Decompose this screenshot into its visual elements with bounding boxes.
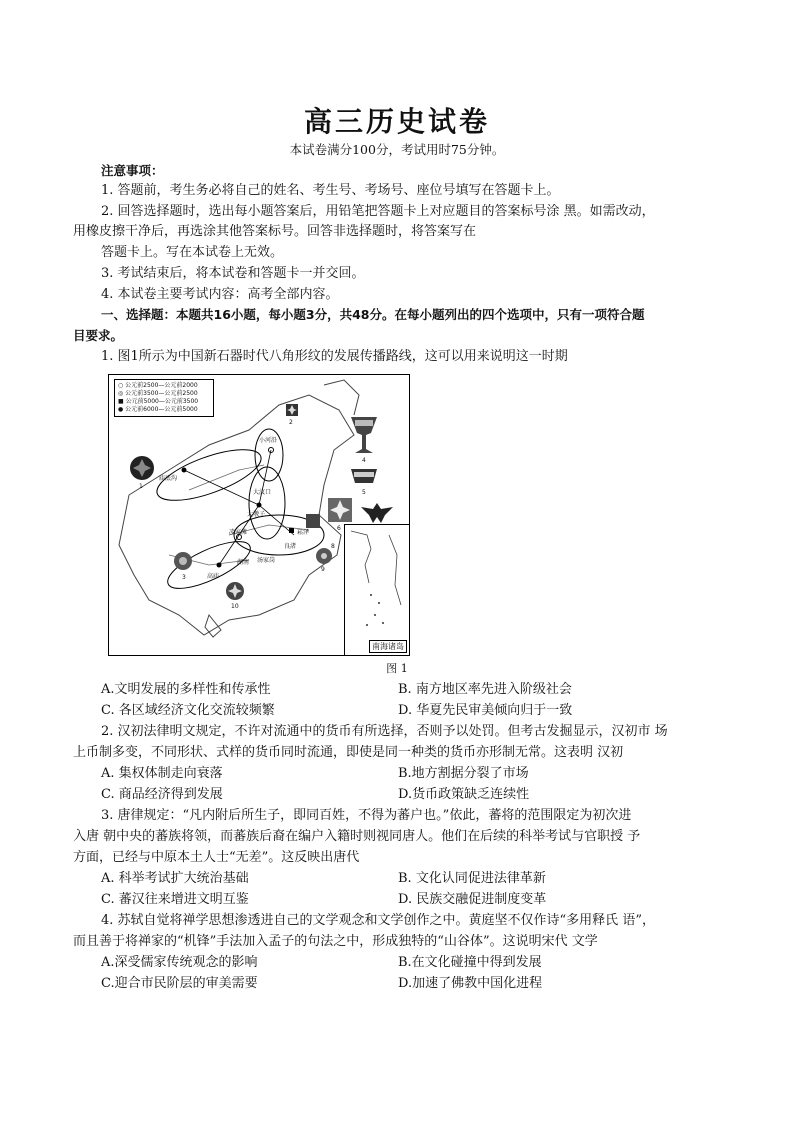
notice-heading: 注意事项：: [101, 163, 164, 178]
legend-entry: ◎ 公元前3500—公元前2500: [118, 390, 198, 397]
artifact-number: 6: [337, 525, 341, 532]
artifact-5-icon: [349, 465, 379, 487]
notice-item: 4. 本试卷主要考试内容：高考全部内容。: [101, 287, 339, 302]
question-2-stem: 2. 汉初法律明文规定，不许对流通中的货币有所选择，否则予以处罚。但考古发掘显示，汉初市 场: [101, 724, 668, 739]
legend-entry: ○ 公元前2500—公元前2000: [118, 382, 198, 389]
artifact-number: 8: [331, 543, 335, 550]
option-b: B. 文化认同促进法律革新: [398, 871, 546, 886]
option-b: B. 南方地区率先进入阶级社会: [398, 682, 572, 697]
option-c: C. 商品经济得到发展: [101, 787, 223, 802]
site-label: 庙底沟: [159, 475, 178, 482]
site-label: 高庙: [207, 573, 220, 580]
legend-entry: ■ 公元前5000—公元前3500: [118, 398, 199, 405]
question-2-stem: 上币制多变，不同形状、式样的货币同时流通，即使是同一种类的货币亦形制无常。这表明 汉初: [73, 745, 624, 760]
question-4-stem: 而且善于将禅家的“机锋”手法加入孟子的句法之中，形成独特的“山谷体”。这说明宋代 文学: [73, 934, 598, 949]
site-label: 大汶口: [253, 489, 272, 496]
figure-caption: 图 1: [386, 662, 408, 675]
notice-item: 2. 回答选择题时，选出每小题答案后，用铅笔把答题卡上对应题目的答案标号涂 黑。如需改动，: [101, 204, 655, 219]
option-d: D. 华夏先民审美倾向归于一致: [398, 703, 573, 718]
section-heading: 目要求。: [73, 328, 124, 343]
exam-subtitle: 本试卷满分100分，考试用时75分钟。: [289, 142, 505, 157]
option-a: A. 集权体制走向衰落: [101, 766, 223, 781]
option-d: D.货币政策缺乏连续性: [398, 787, 530, 802]
option-c: C. 各区域经济文化交流较频繁: [101, 703, 275, 718]
site-label: 崧泽: [297, 529, 310, 536]
inset-label: 南海诸岛: [369, 640, 407, 653]
legend-entry: ● 公元前6000—公元前5000: [118, 406, 198, 413]
notice-item: 答题卡上。写在本试卷上无效。: [101, 245, 284, 260]
notice-item: 用橡皮擦干净后，再选涂其他答案标号。回答非选择题时，将答案写在: [73, 224, 477, 239]
artifact-10-icon: [225, 581, 245, 601]
site-label: 湖南: [237, 559, 250, 566]
artifact-2-icon: [285, 403, 299, 417]
notice-item: 1. 答题前，考生务必将自己的姓名、考生号、考场号、座位号填写在答题卡上。: [101, 183, 560, 198]
page-title: 高三历史试卷: [303, 105, 490, 138]
site-label: 小河沿: [259, 437, 278, 444]
site-label: 汤家岗: [257, 557, 276, 564]
option-c: C. 蕃汉往来增进文明互鉴: [101, 892, 249, 907]
artifact-number: 4: [362, 457, 366, 464]
artifact-number: 1: [139, 483, 143, 490]
question-3-stem: 方面，已经与中原本土人士“无差”。这反映出唐代: [73, 850, 360, 865]
option-d: D. 民族交融促进制度变革: [398, 892, 547, 907]
propagation-map: [108, 374, 410, 656]
option-a: A. 科举考试扩大统治基础: [101, 871, 249, 886]
notice-item: 3. 考试结束后，将本试卷和答题卡一并交回。: [101, 266, 365, 281]
section-heading: 一、选择题：本题共16小题，每小题3分，共48分。在每小题列出的四个选项中，只有一项符合题: [101, 307, 645, 322]
option-c: C.迎合市民阶层的审美需要: [101, 976, 258, 991]
site-label: 良渚: [284, 543, 297, 550]
artifact-number: 9: [321, 566, 325, 573]
artifact-number: 2: [289, 419, 293, 426]
artifact-1-icon: [129, 455, 155, 481]
question-1-stem: 1. 图1所示为中国新石器时代八角形纹的发展传播路线，这可以用来说明这一时期: [101, 349, 568, 364]
option-b: B.在文化碰撞中得到发展: [398, 955, 542, 970]
artifact-4-icon: [349, 415, 379, 455]
artifact-9-icon: [315, 547, 333, 565]
option-a: A.文明发展的多样性和传承性: [101, 682, 271, 697]
question-3-stem: 3. 唐律规定：“凡内附后所生子，即同百姓，不得为蕃户也。”依此，蕃将的范围限定为初次进: [101, 808, 632, 823]
option-a: A.深受儒家传统观念的影响: [101, 955, 258, 970]
site-label: 大墩子: [247, 511, 266, 518]
question-3-stem: 入唐 朝中央的蕃族将领，而蕃族后裔在编户入籍时则视同唐人。他们在后续的科举考试与官职授 予: [73, 829, 641, 844]
artifact-3-icon: [173, 551, 193, 571]
artifact-6-icon: [327, 497, 353, 523]
artifact-number: 10: [231, 603, 239, 610]
map-legend: [114, 379, 214, 417]
option-d: D.加速了佛教中国化进程: [398, 976, 543, 991]
artifact-number: 5: [362, 489, 366, 496]
question-4-stem: 4. 苏轼自觉将禅学思想渗透进自己的文学观念和文学创作之中。黄庭坚不仅作诗“多用释氏 语”，: [101, 913, 655, 928]
south-china-sea-inset: [344, 524, 409, 655]
site-label: 凌家滩: [229, 529, 248, 536]
option-b: B.地方割据分裂了市场: [398, 766, 529, 781]
inset-islands: [345, 525, 409, 655]
artifact-7-icon: [359, 501, 395, 525]
artifact-8-icon: [305, 513, 321, 529]
artifact-number: 3: [182, 574, 186, 581]
